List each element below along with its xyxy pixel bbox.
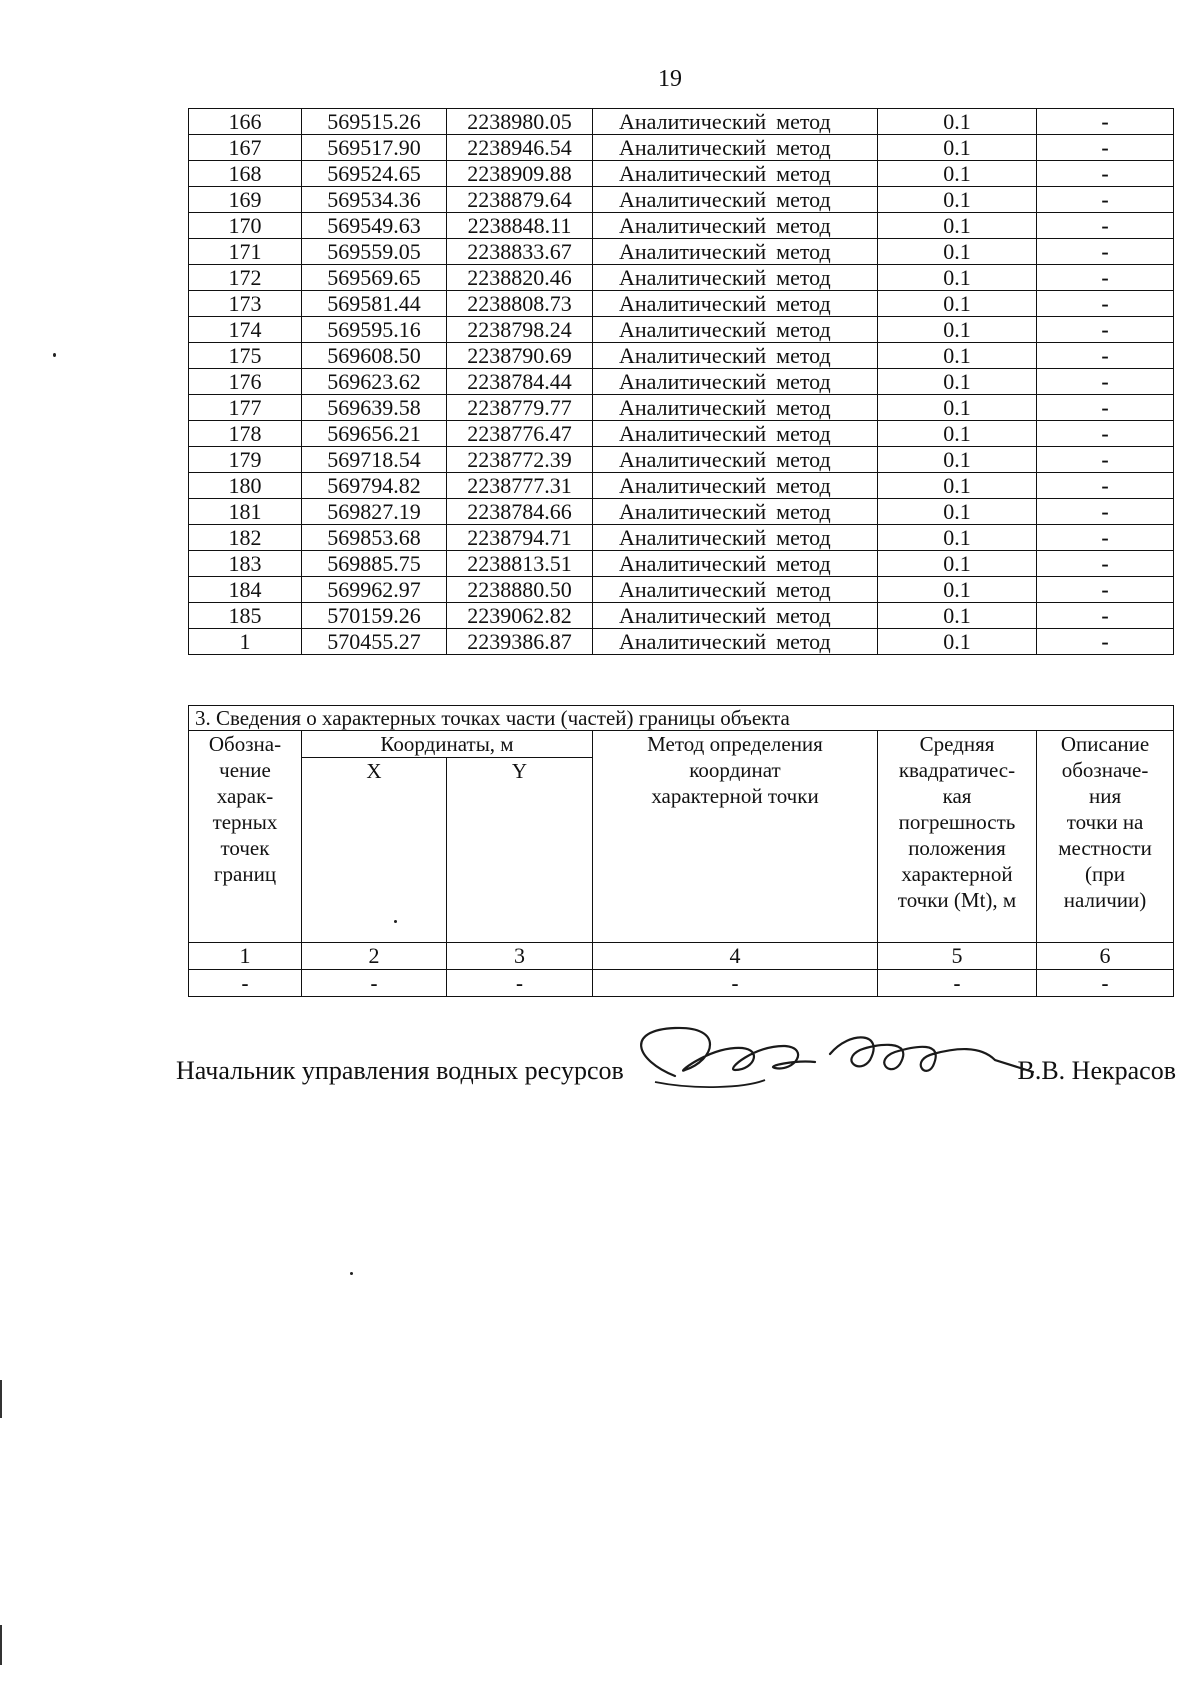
description: - xyxy=(1037,317,1174,343)
method-word: Аналитический xyxy=(619,161,767,186)
scan-speck xyxy=(394,920,397,923)
point-number: 185 xyxy=(189,603,302,629)
table-row xyxy=(189,629,1174,655)
empty-cell: - xyxy=(189,970,302,997)
coordinate-x: 569517.90 xyxy=(302,135,447,161)
coordinate-x: 569515.26 xyxy=(302,109,447,135)
method-word: метод xyxy=(776,265,831,290)
point-number: 175 xyxy=(189,343,302,369)
table-row xyxy=(189,109,1174,135)
header-line: точек xyxy=(220,836,270,860)
table-row xyxy=(189,239,1174,265)
coordinate-x: 570455.27 xyxy=(302,629,447,655)
header-designation xyxy=(189,731,302,943)
method-cell xyxy=(593,317,878,343)
table-row xyxy=(189,343,1174,369)
table-row xyxy=(189,265,1174,291)
coordinate-x: 569656.21 xyxy=(302,421,447,447)
mean-error: 0.1 xyxy=(878,395,1037,421)
description: - xyxy=(1037,551,1174,577)
coordinate-x: 569581.44 xyxy=(302,291,447,317)
method-word: метод xyxy=(776,395,831,420)
coordinate-y: 2238848.11 xyxy=(447,213,593,239)
mean-error: 0.1 xyxy=(878,187,1037,213)
column-number: 3 xyxy=(447,943,593,970)
method-word: метод xyxy=(776,239,831,264)
method-cell xyxy=(593,187,878,213)
table-row xyxy=(189,577,1174,603)
method-word: метод xyxy=(776,317,831,342)
point-number: 178 xyxy=(189,421,302,447)
mean-error: 0.1 xyxy=(878,525,1037,551)
description: - xyxy=(1037,421,1174,447)
description: - xyxy=(1037,473,1174,499)
method-word: Аналитический xyxy=(619,291,767,316)
mean-error: 0.1 xyxy=(878,447,1037,473)
header-line: харак- xyxy=(216,784,274,808)
method-cell xyxy=(593,213,878,239)
mean-error: 0.1 xyxy=(878,239,1037,265)
empty-cell: - xyxy=(302,970,447,997)
description: - xyxy=(1037,577,1174,603)
point-number: 179 xyxy=(189,447,302,473)
coordinate-y: 2238779.77 xyxy=(447,395,593,421)
coordinate-x: 569639.58 xyxy=(302,395,447,421)
mean-error: 0.1 xyxy=(878,551,1037,577)
empty-cell: - xyxy=(1037,970,1174,997)
column-number: 6 xyxy=(1037,943,1174,970)
method-cell xyxy=(593,629,878,655)
method-cell xyxy=(593,239,878,265)
coordinate-y: 2239062.82 xyxy=(447,603,593,629)
method-word: Аналитический xyxy=(619,265,767,290)
description: - xyxy=(1037,291,1174,317)
header-line: чение xyxy=(219,758,271,782)
method-word: Аналитический xyxy=(619,447,767,472)
coordinate-y: 2238880.50 xyxy=(447,577,593,603)
coordinate-y: 2238798.24 xyxy=(447,317,593,343)
empty-cell: - xyxy=(593,970,878,997)
coordinate-y: 2238772.39 xyxy=(447,447,593,473)
header-line: точки (Mt), м xyxy=(897,888,1017,912)
point-number: 182 xyxy=(189,525,302,551)
method-cell xyxy=(593,109,878,135)
description: - xyxy=(1037,447,1174,473)
empty-cell: - xyxy=(447,970,593,997)
coordinate-x: 569827.19 xyxy=(302,499,447,525)
method-word: Аналитический xyxy=(619,213,767,238)
method-cell xyxy=(593,421,878,447)
coordinate-y: 2238813.51 xyxy=(447,551,593,577)
header-line: характерной xyxy=(901,862,1013,886)
coordinate-y: 2238784.66 xyxy=(447,499,593,525)
scan-edge-mark xyxy=(0,1380,2,1418)
coordinate-y: 2238784.44 xyxy=(447,369,593,395)
method-cell xyxy=(593,447,878,473)
point-number: 174 xyxy=(189,317,302,343)
description: - xyxy=(1037,239,1174,265)
method-word: Аналитический xyxy=(619,369,767,394)
mean-error: 0.1 xyxy=(878,161,1037,187)
method-word: Аналитический xyxy=(619,603,767,628)
column-number: 1 xyxy=(189,943,302,970)
method-word: метод xyxy=(776,629,831,654)
mean-error: 0.1 xyxy=(878,473,1037,499)
point-number: 171 xyxy=(189,239,302,265)
coordinate-x: 569794.82 xyxy=(302,473,447,499)
header-y: Y xyxy=(447,758,593,943)
point-number: 167 xyxy=(189,135,302,161)
section3-title: 3. Сведения о характерных точках части (частей) границы объекта xyxy=(189,706,1174,731)
coordinate-y: 2238776.47 xyxy=(447,421,593,447)
method-word: Аналитический xyxy=(619,473,767,498)
table-row xyxy=(189,395,1174,421)
header-coordinates: Координаты, м xyxy=(302,731,593,758)
method-cell xyxy=(593,291,878,317)
header-line: местности xyxy=(1058,836,1152,860)
description: - xyxy=(1037,213,1174,239)
header-line: (при xyxy=(1085,862,1126,886)
method-cell xyxy=(593,343,878,369)
header-line: квадратичес- xyxy=(898,758,1016,782)
coordinate-x: 569559.05 xyxy=(302,239,447,265)
method-word: Аналитический xyxy=(619,577,767,602)
table-row xyxy=(189,525,1174,551)
table-row xyxy=(189,551,1174,577)
coordinates-table xyxy=(188,108,1174,655)
header-method xyxy=(593,731,878,943)
header-line: координат xyxy=(689,758,781,782)
method-word: Аналитический xyxy=(619,239,767,264)
point-number: 172 xyxy=(189,265,302,291)
method-word: метод xyxy=(776,369,831,394)
method-cell xyxy=(593,525,878,551)
description: - xyxy=(1037,265,1174,291)
point-number: 169 xyxy=(189,187,302,213)
method-word: метод xyxy=(776,109,831,134)
scan-speck xyxy=(350,1272,353,1275)
description: - xyxy=(1037,603,1174,629)
coordinate-y: 2238909.88 xyxy=(447,161,593,187)
signer-name: В.В. Некрасов xyxy=(1017,1056,1176,1085)
section3-table xyxy=(188,705,1174,997)
header-description xyxy=(1037,731,1174,943)
method-word: метод xyxy=(776,499,831,524)
description: - xyxy=(1037,187,1174,213)
header-line: погрешность xyxy=(898,810,1016,834)
mean-error: 0.1 xyxy=(878,213,1037,239)
coordinate-y: 2238790.69 xyxy=(447,343,593,369)
method-word: метод xyxy=(776,447,831,472)
method-cell xyxy=(593,577,878,603)
coordinate-y: 2238794.71 xyxy=(447,525,593,551)
mean-error: 0.1 xyxy=(878,109,1037,135)
method-word: метод xyxy=(776,213,831,238)
mean-error: 0.1 xyxy=(878,265,1037,291)
table-row xyxy=(189,473,1174,499)
method-word: метод xyxy=(776,551,831,576)
method-cell xyxy=(593,161,878,187)
method-word: метод xyxy=(776,577,831,602)
table-row xyxy=(189,135,1174,161)
method-word: метод xyxy=(776,161,831,186)
point-number: 183 xyxy=(189,551,302,577)
header-mean-error xyxy=(878,731,1037,943)
method-word: метод xyxy=(776,421,831,446)
mean-error: 0.1 xyxy=(878,577,1037,603)
table-row xyxy=(189,369,1174,395)
table-row xyxy=(189,603,1174,629)
table-row xyxy=(189,187,1174,213)
header-line: ния xyxy=(1088,784,1122,808)
mean-error: 0.1 xyxy=(878,421,1037,447)
method-cell xyxy=(593,473,878,499)
mean-error: 0.1 xyxy=(878,135,1037,161)
point-number: 176 xyxy=(189,369,302,395)
method-word: Аналитический xyxy=(619,395,767,420)
description: - xyxy=(1037,343,1174,369)
method-word: Аналитический xyxy=(619,109,767,134)
mean-error: 0.1 xyxy=(878,629,1037,655)
method-word: Аналитический xyxy=(619,317,767,342)
coordinate-x: 569885.75 xyxy=(302,551,447,577)
method-word: Аналитический xyxy=(619,135,767,160)
header-line: характерной точки xyxy=(651,784,819,808)
coordinate-x: 569718.54 xyxy=(302,447,447,473)
method-word: метод xyxy=(776,187,831,212)
table-row xyxy=(189,447,1174,473)
coordinate-y: 2238808.73 xyxy=(447,291,593,317)
point-number: 173 xyxy=(189,291,302,317)
mean-error: 0.1 xyxy=(878,499,1037,525)
header-line: кая xyxy=(942,784,972,808)
coordinate-x: 569569.65 xyxy=(302,265,447,291)
coordinate-y: 2239386.87 xyxy=(447,629,593,655)
table-row xyxy=(189,317,1174,343)
header-line: границ xyxy=(213,862,277,886)
method-cell xyxy=(593,369,878,395)
method-cell xyxy=(593,551,878,577)
method-word: метод xyxy=(776,135,831,160)
method-word: метод xyxy=(776,291,831,316)
point-number: 184 xyxy=(189,577,302,603)
header-line: обозначе- xyxy=(1061,758,1149,782)
handwritten-signature xyxy=(615,1020,1035,1100)
header-line: Обозна- xyxy=(208,732,282,756)
header-line: терных xyxy=(212,810,278,834)
table-row xyxy=(189,213,1174,239)
description: - xyxy=(1037,161,1174,187)
method-word: Аналитический xyxy=(619,421,767,446)
description: - xyxy=(1037,109,1174,135)
coordinate-y: 2238980.05 xyxy=(447,109,593,135)
coordinate-y: 2238777.31 xyxy=(447,473,593,499)
coordinate-x: 569595.16 xyxy=(302,317,447,343)
method-cell xyxy=(593,395,878,421)
description: - xyxy=(1037,135,1174,161)
point-number: 166 xyxy=(189,109,302,135)
scan-speck xyxy=(53,353,56,357)
method-word: Аналитический xyxy=(619,187,767,212)
page-number: 19 xyxy=(658,66,682,92)
description: - xyxy=(1037,369,1174,395)
scan-edge-mark xyxy=(0,1625,2,1665)
mean-error: 0.1 xyxy=(878,291,1037,317)
method-cell xyxy=(593,603,878,629)
point-number: 1 xyxy=(189,629,302,655)
method-word: Аналитический xyxy=(619,343,767,368)
coordinate-y: 2238833.67 xyxy=(447,239,593,265)
method-cell xyxy=(593,265,878,291)
method-word: Аналитический xyxy=(619,551,767,576)
header-line: положения xyxy=(908,836,1006,860)
header-line: точки на xyxy=(1066,810,1144,834)
coordinate-y: 2238820.46 xyxy=(447,265,593,291)
point-number: 168 xyxy=(189,161,302,187)
method-word: метод xyxy=(776,343,831,368)
method-word: метод xyxy=(776,603,831,628)
empty-cell: - xyxy=(878,970,1037,997)
coordinate-x: 569962.97 xyxy=(302,577,447,603)
coordinate-x: 569623.62 xyxy=(302,369,447,395)
column-number: 4 xyxy=(593,943,878,970)
coordinate-y: 2238879.64 xyxy=(447,187,593,213)
description: - xyxy=(1037,629,1174,655)
method-cell xyxy=(593,499,878,525)
mean-error: 0.1 xyxy=(878,343,1037,369)
header-line: Средняя xyxy=(919,732,995,756)
method-cell xyxy=(593,135,878,161)
coordinate-x: 569549.63 xyxy=(302,213,447,239)
header-x: X xyxy=(302,758,447,943)
table-row xyxy=(189,499,1174,525)
header-line: Метод определения xyxy=(647,732,823,756)
table-row xyxy=(189,161,1174,187)
coordinate-x: 569608.50 xyxy=(302,343,447,369)
point-number: 177 xyxy=(189,395,302,421)
coordinate-y: 2238946.54 xyxy=(447,135,593,161)
column-number: 2 xyxy=(302,943,447,970)
coordinate-x: 569524.65 xyxy=(302,161,447,187)
mean-error: 0.1 xyxy=(878,603,1037,629)
column-number: 5 xyxy=(878,943,1037,970)
point-number: 181 xyxy=(189,499,302,525)
method-word: Аналитический xyxy=(619,629,767,654)
method-word: метод xyxy=(776,473,831,498)
table-row xyxy=(189,291,1174,317)
table-row xyxy=(189,421,1174,447)
method-word: Аналитический xyxy=(619,499,767,524)
header-line: наличии) xyxy=(1063,888,1147,912)
coordinate-x: 569853.68 xyxy=(302,525,447,551)
description: - xyxy=(1037,525,1174,551)
signer-position: Начальник управления водных ресурсов xyxy=(176,1056,624,1085)
coordinate-x: 570159.26 xyxy=(302,603,447,629)
point-number: 170 xyxy=(189,213,302,239)
mean-error: 0.1 xyxy=(878,369,1037,395)
method-word: метод xyxy=(776,525,831,550)
method-word: Аналитический xyxy=(619,525,767,550)
description: - xyxy=(1037,499,1174,525)
mean-error: 0.1 xyxy=(878,317,1037,343)
header-line: Описание xyxy=(1060,732,1150,756)
description: - xyxy=(1037,395,1174,421)
coordinate-x: 569534.36 xyxy=(302,187,447,213)
point-number: 180 xyxy=(189,473,302,499)
